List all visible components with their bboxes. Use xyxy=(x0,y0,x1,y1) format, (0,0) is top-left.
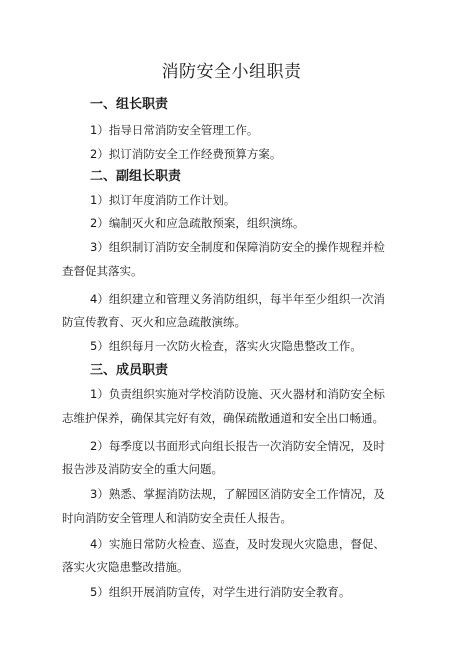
paragraph-line: 报告涉及消防安全的重大问题。 xyxy=(62,462,223,476)
paragraph-line: 查督促其落实。 xyxy=(62,264,143,278)
paragraph: 1）指导日常消防安全管理工作。 xyxy=(90,123,259,137)
paragraph-line: 4）实施日常防火检查、巡查，及时发现火灾隐患，督促、 xyxy=(90,537,385,551)
paragraph-line: 落实火灾隐患整改措施。 xyxy=(62,560,189,574)
section-heading-leader: 一、组长职责 xyxy=(90,97,169,112)
paragraph: 2）编制灭火和应急疏散预案，组织演练。 xyxy=(90,216,305,230)
paragraph-line: 1）负责组织实施对学校消防设施、灭火器材和消防安全标 xyxy=(90,387,385,401)
section-heading-members: 三、成员职责 xyxy=(90,363,169,378)
paragraph: 1）拟订年度消防工作计划。 xyxy=(90,193,236,207)
paragraph: 2）拟订消防安全工作经费预算方案。 xyxy=(90,147,282,161)
paragraph-line: 志维护保养，确保其完好有效，确保疏散通道和安全出口畅通。 xyxy=(62,411,384,425)
document-title: 消防安全小组职责 xyxy=(161,62,302,82)
paragraph-line: 防宣传教育、灭火和应急疏散演练。 xyxy=(62,315,246,329)
paragraph: 5）组织开展消防宣传，对学生进行消防安全教育。 xyxy=(90,585,351,599)
paragraph: 5）组织每月一次防火检查，落实火灾隐患整改工作。 xyxy=(90,339,362,353)
paragraph-line: 4）组织建立和管理义务消防组织，每半年至少组织一次消 xyxy=(90,292,385,306)
paragraph-line: 时向消防安全管理人和消防安全责任人报告。 xyxy=(62,511,292,525)
section-heading-deputy: 二、副组长职责 xyxy=(90,169,182,184)
paragraph-line: 3）熟悉、掌握消防法规，了解园区消防安全工作情况，及 xyxy=(90,487,385,501)
paragraph-line: 2）每季度以书面形式向组长报告一次消防安全情况，及时 xyxy=(90,439,385,453)
paragraph-line: 3）组织制订消防安全制度和保障消防安全的操作规程并检 xyxy=(90,240,385,254)
